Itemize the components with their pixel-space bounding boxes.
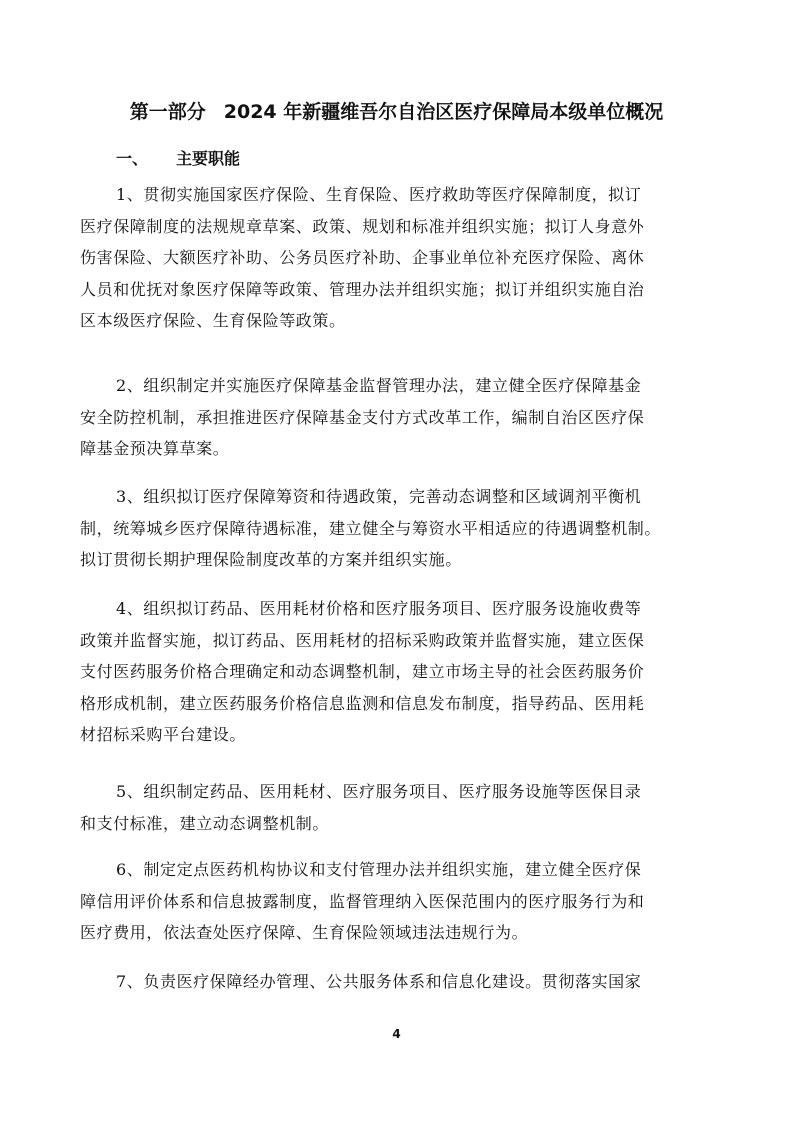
paragraph-line: 5、组织制定药品、医用耗材、医疗服务项目、医疗服务设施等医保目录 xyxy=(116,782,642,801)
paragraph-line: 格形成机制，建立医药服务价格信息监测和信息发布制度，指导药品、医用耗 xyxy=(80,693,645,713)
paragraph-line: 障信用评价体系和信息披露制度，监督管理纳入医保范围内的医疗服务行为和 xyxy=(80,891,645,911)
paragraph-line: 伤害保险、大额医疗补助、公务员医疗补助、企事业单位补充医疗保险、离休 xyxy=(80,248,645,267)
paragraph-line: 6、制定定点医药机构协议和支付管理办法并组织实施，建立健全医疗保 xyxy=(116,860,642,879)
paragraph-line: 医疗保障制度的法规规章草案、政策、规划和标准并组织实施；拟订人身意外 xyxy=(80,216,645,236)
paragraph-1 xyxy=(80,179,720,337)
title-part: 第一部分 xyxy=(129,101,206,123)
paragraph-3 xyxy=(80,481,720,576)
paragraph-line: 2、组织制定并实施医疗保障基金监督管理办法，建立健全医疗保障基金 xyxy=(116,376,642,395)
section-number: 一、 xyxy=(116,149,149,168)
paragraph-line: 区本级医疗保险、生育保险等政策。 xyxy=(80,311,346,330)
page-title xyxy=(60,98,733,126)
paragraph-line: 制，统筹城乡医疗保障待遇标准，建立健全与筹资水平相适应的待遇调整机制。 xyxy=(80,518,662,538)
paragraph-2 xyxy=(80,370,720,465)
paragraph-line: 3、组织拟订医疗保障筹资和待遇政策，完善动态调整和区域调剂平衡机 xyxy=(116,487,642,506)
paragraph-line: 障基金预决算草案。 xyxy=(80,439,230,458)
paragraph-line: 医疗费用，依法查处医疗保障、生育保险领域违法违规行为。 xyxy=(80,923,529,942)
paragraph-6 xyxy=(80,854,720,949)
section-title: 主要职能 xyxy=(176,149,241,168)
paragraph-line: 4、组织拟订药品、医用耗材价格和医疗服务项目、医疗服务设施收费等 xyxy=(116,599,642,618)
paragraph-7 xyxy=(80,966,720,998)
title-text: 2024 年新疆维吾尔自治区医疗保障局本级单位概况 xyxy=(223,101,664,123)
section-heading xyxy=(116,146,240,172)
paragraph-line: 人员和优抚对象医疗保障等政策、管理办法并组织实施；拟订并组织实施自治 xyxy=(80,279,645,299)
paragraph-line: 拟订贯彻长期护理保险制度改革的方案并组织实施。 xyxy=(80,550,462,569)
paragraph-line: 支付医药服务价格合理确定和动态调整机制，建立市场主导的社会医药服务价 xyxy=(80,662,645,681)
page-number: 4 xyxy=(392,1027,401,1041)
paragraph-line: 材招标采购平台建设。 xyxy=(80,725,247,744)
paragraph-5 xyxy=(80,776,720,839)
paragraph-4 xyxy=(80,593,720,751)
paragraph-line: 7、负责医疗保障经办管理、公共服务体系和信息化建设。贯彻落实国家 xyxy=(116,972,642,991)
paragraph-line: 和支付标准，建立动态调整机制。 xyxy=(80,813,330,833)
paragraph-line: 安全防控机制，承担推进医疗保障基金支付方式改革工作，编制自治区医疗保 xyxy=(80,407,645,427)
paragraph-line: 1、贯彻实施国家医疗保险、生育保险、医疗救助等医疗保障制度，拟订 xyxy=(116,185,642,204)
paragraph-line: 政策并监督实施，拟订药品、医用耗材的招标采购政策并监督实施，建立医保 xyxy=(80,630,645,650)
